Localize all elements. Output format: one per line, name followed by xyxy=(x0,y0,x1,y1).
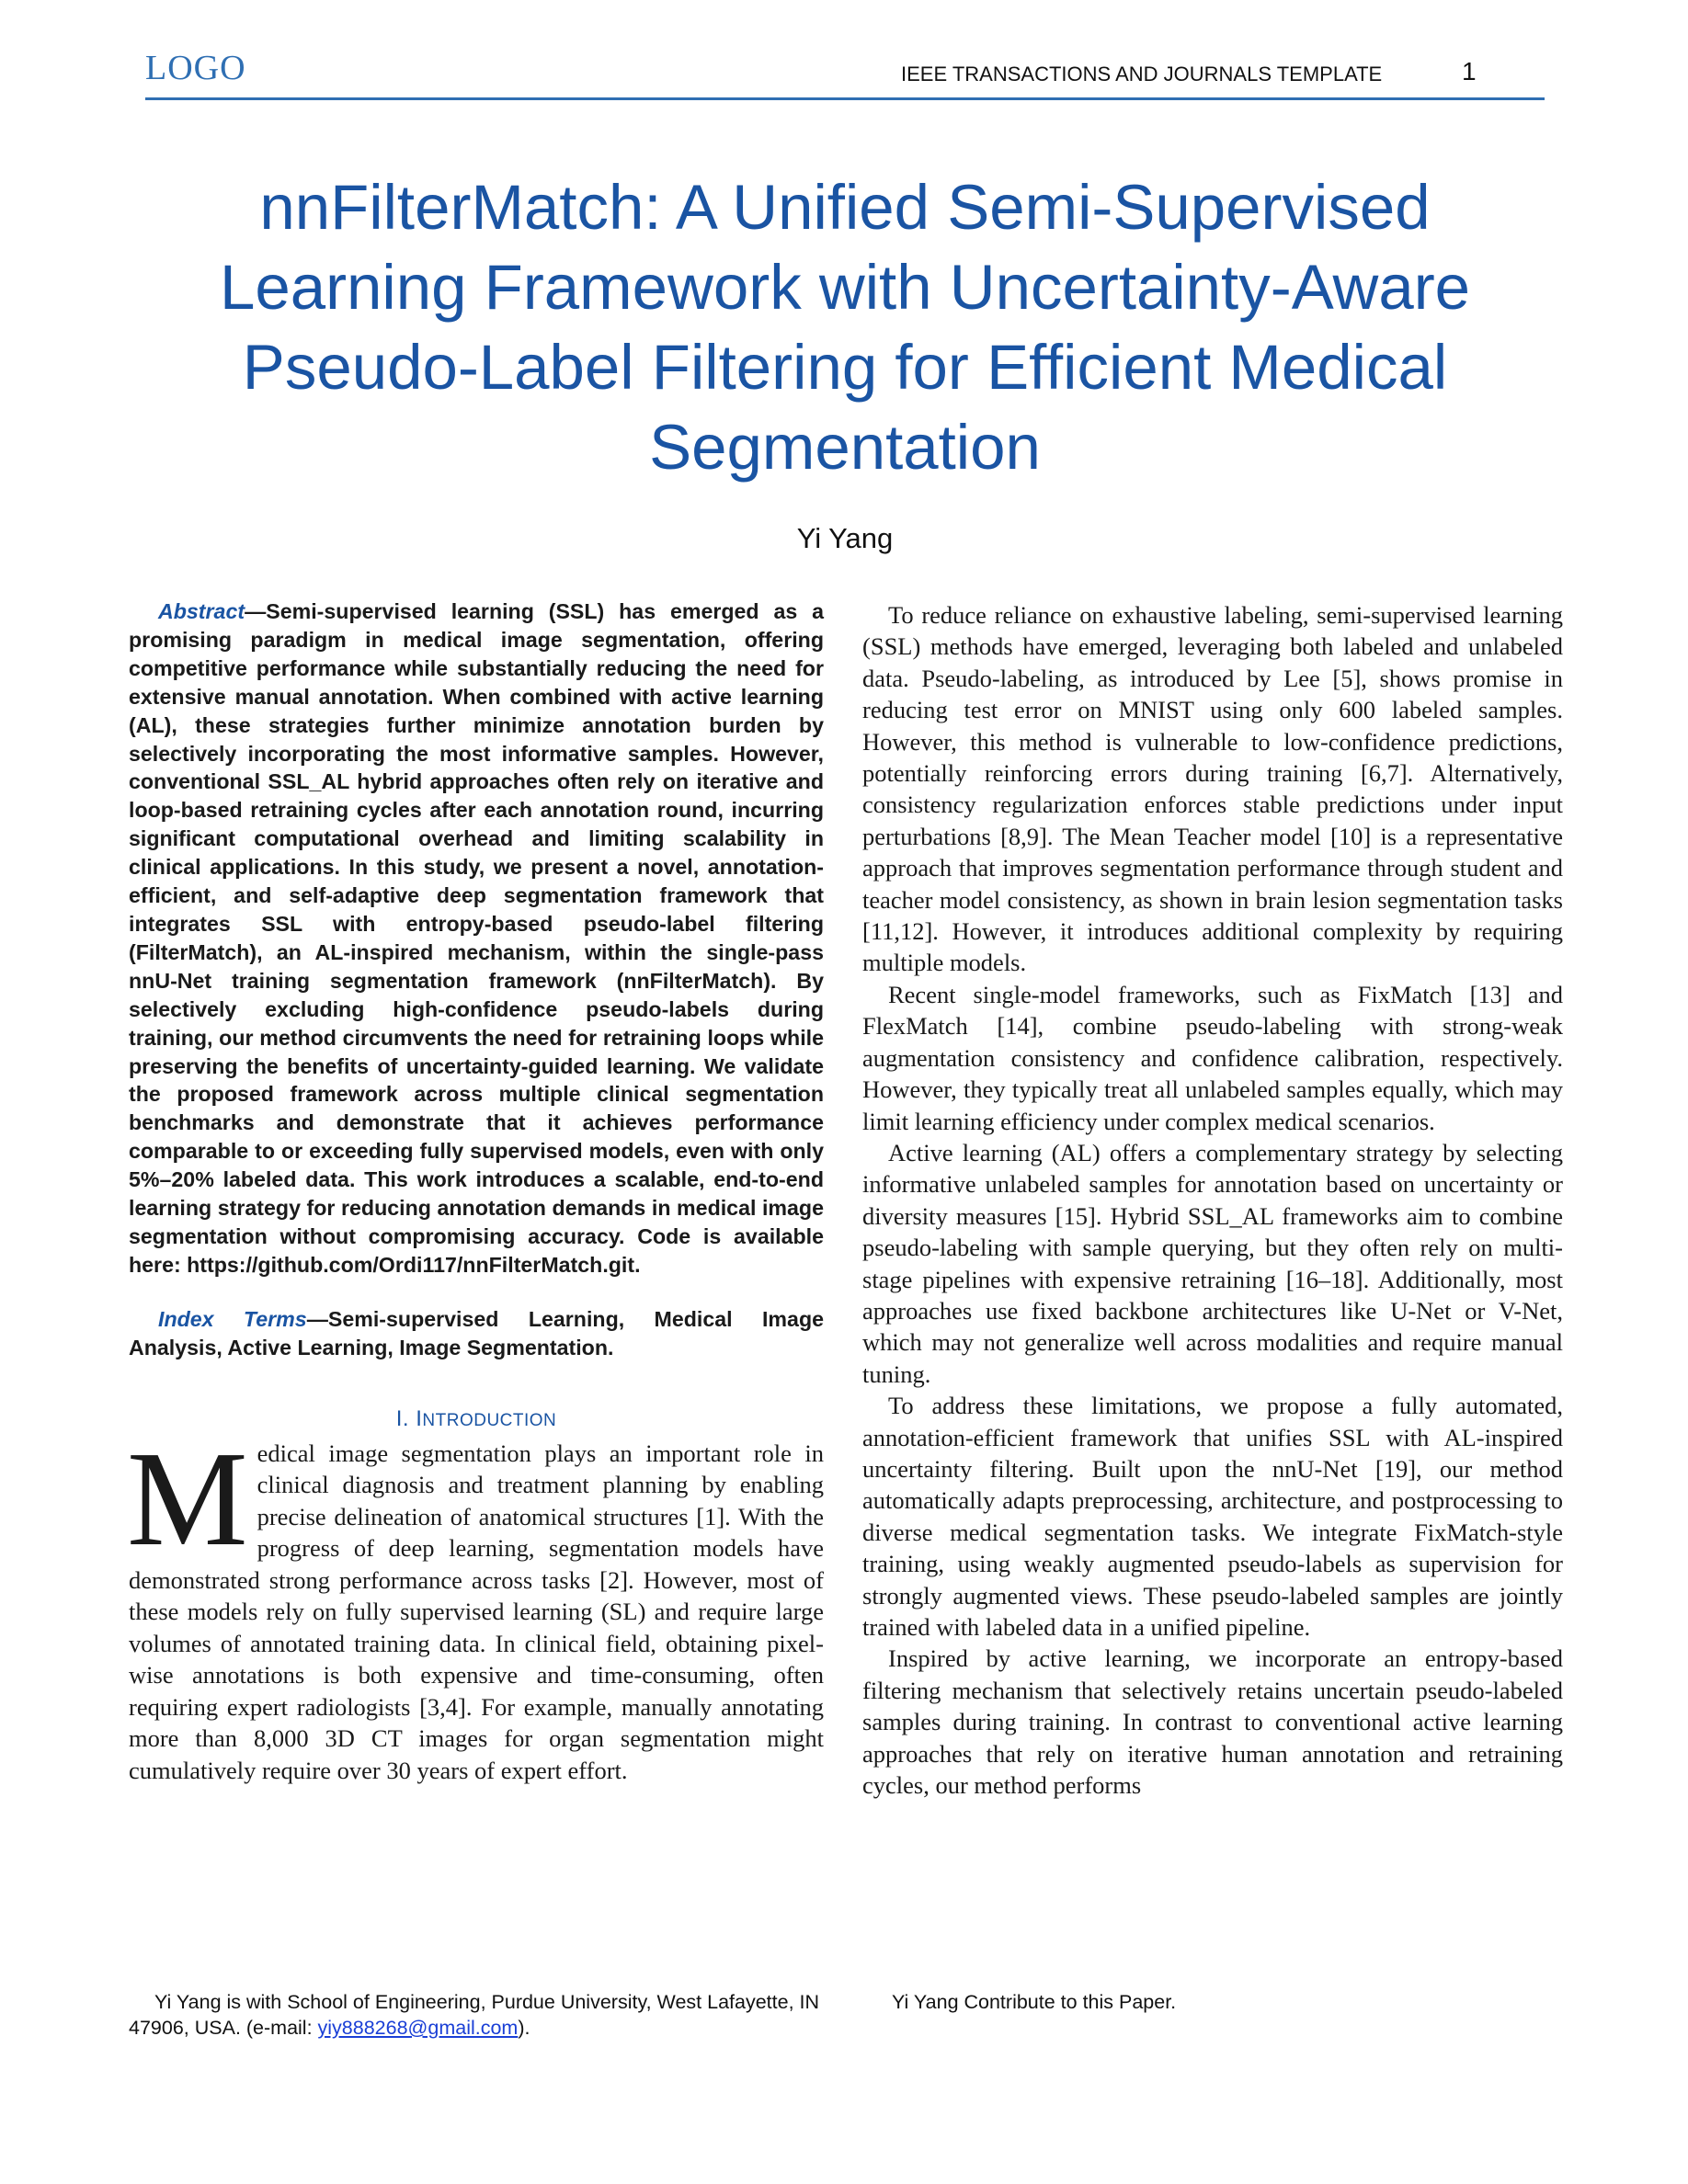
intro-paragraph xyxy=(127,1423,824,1787)
abstract-text: —Semi-supervised learning (SSL) has emerged as a promising paradigm in medical image segmentation, offering competitive performance while substantially reducing the need for extensive manual annotation. When combined with active learning (AL), these strategies further minimize annotation burden by selectively incorporating the most informative samples. However, conventional SSL_AL hybrid approaches often rely on iterative and loop-based retraining cycles after each annotation round, incurring significant computational overhead and limiting scalability in clinical applications. In this study, we present a novel, annotation-efficient, and self-adaptive deep segmentation framework that integrates SSL with entropy-based pseudo-label filtering (FilterMatch), an AL-inspired mechanism, within the single-pass nnU-Net training segmentation framework (nnFilterMatch). By selectively excluding high-confidence pseudo-labels during training, our method circumvents the need for retraining loops while preserving the benefits of uncertainty-guided learning. We validate the proposed framework across multiple clinical segmentation benchmarks and demonstrate that it achieves performance comparable to or exceeding fully supervised models, even with only 5%–20% labeled data. This work introduces a scalable, end-to-end learning strategy for reducing annotation demands in medical image segmentation without compromising accuracy. Code is available here: https://github.com/Ordi117/nnFilterMatch.git. xyxy=(129,599,824,1277)
section-heading-numeral: I. I xyxy=(395,1405,423,1431)
drop-cap: M xyxy=(127,1423,248,1575)
index-terms xyxy=(129,1305,824,1362)
body-paragraph: Active learning (AL) offers a complementary strategy by selecting informative unlabeled samples for annotation based on uncertainty or diversity measures [15]. Hybrid SSL_AL frameworks aim to combine pseudo-labeling with sample querying, but they often rely on multi-stage pipelines with expensive retraining [16–18]. Additionally, most approaches use fixed backbone architectures like U-Net or V-Net, which may not generalize well across modalities and require manual tuning. xyxy=(862,1138,1563,1388)
title-line: nnFilterMatch: A Unified Semi-Supervised xyxy=(259,172,1431,243)
intro-paragraph-text: edical image segmentation plays an important role in clinical diagnosis and treatment planning by enabling precise delineation of anatomical structures [1]. With the progress of deep learning, segmentation models have demonstrated strong performance across tasks [2]. However, most of these models rely on fully supervised learning (SL) and require large volumes of annotated training data. In clinical field, obtaining pixel-wise annotations is both expensive and time-consuming, often requiring expert radiologists [3,4]. For example, manually annotating more than 8,000 3D CT images for organ segmentation might cumulatively require over 30 years of expert effort. xyxy=(129,1439,824,1784)
abstract-label: Abstract xyxy=(158,599,245,623)
journal-name: IEEE TRANSACTIONS AND JOURNALS TEMPLATE xyxy=(901,63,1383,85)
page-number: 1 xyxy=(1462,57,1477,85)
author-email-link[interactable]: yiy888268@gmail.com xyxy=(317,2017,519,2039)
author-name: Yi Yang xyxy=(796,522,894,554)
body-paragraph: To address these limitations, we propose a fully automated, annotation-efficient framework that unifies SSL with AL-inspired uncertainty filtering. Built upon the nnU-Net [19], our method automatically adapts preprocessing, architecture, and postprocessing to diverse medical segmentation tasks. We integrate FixMatch-style training, using weakly augmented pseudo-labels as supervision for strongly augmented views. These pseudo-labeled samples are jointly trained with labeled data in a unified pipeline. xyxy=(862,1392,1563,1641)
title-line: Learning Framework with Uncertainty-Aware xyxy=(219,252,1471,323)
body-paragraph: Recent single-model frameworks, such as FixMatch [13] and FlexMatch [14], combine pseudo-labeling with strong-weak augmentation consistency and confidence calibration, respectively. However, they typically treat all unlabeled samples equally, which may limit learning efficiency under complex medical scenarios. xyxy=(862,980,1563,1135)
title-line: Segmentation xyxy=(649,412,1041,483)
footnote-affiliation-tail: ). xyxy=(518,2017,530,2039)
body-paragraph: Inspired by active learning, we incorporate an entropy-based filtering mechanism that selectively retains uncertain pseudo-labeled samples during training. In contrast to conventional active learning approaches that rely on iterative human annotation and retraining cycles, our method performs xyxy=(862,1644,1563,1800)
journal-logo: LOGO xyxy=(145,49,246,87)
paper-title xyxy=(145,167,1545,487)
footnote-affiliation-text: Yi Yang is with School of Engineering, Purdue University, West Lafayette, IN 47906, USA. (e-mail: xyxy=(129,1991,820,2039)
title-line: Pseudo-Label Filtering for Efficient Medical xyxy=(242,332,1448,403)
section-heading-rest: NTRODUCTION xyxy=(422,1410,557,1430)
right-column xyxy=(862,599,1563,1801)
footnote-affiliation xyxy=(129,1989,824,2041)
header-rule xyxy=(145,97,1545,100)
footnote-contribution: Yi Yang Contribute to this Paper. xyxy=(892,1991,1177,2013)
abstract xyxy=(129,597,824,1280)
index-terms-label: Index Terms xyxy=(158,1306,307,1331)
index-terms-text: —Semi-supervised Learning, Medical Image Analysis, Active Learning, Image Segmentation. xyxy=(129,1306,825,1359)
left-column xyxy=(129,597,824,1786)
body-paragraph: To reduce reliance on exhaustive labeling, semi-supervised learning (SSL) methods have emerged, leveraging both labeled and unlabeled data. Pseudo-labeling, as introduced by Lee [5], shows promise in reducing test error on MNIST using only 600 labeled samples. However, this method is vulnerable to low-confidence predictions, potentially reinforcing errors during training [6,7]. Alternatively, consistency regularization enforces stable predictions under input perturbations [8,9]. The Mean Teacher model [10] is a representative approach that improves segmentation performance through student and teacher model consistency, as shown in brain lesion segmentation tasks [11,12]. However, it introduces additional complexity by requiring multiple models. xyxy=(862,601,1563,977)
